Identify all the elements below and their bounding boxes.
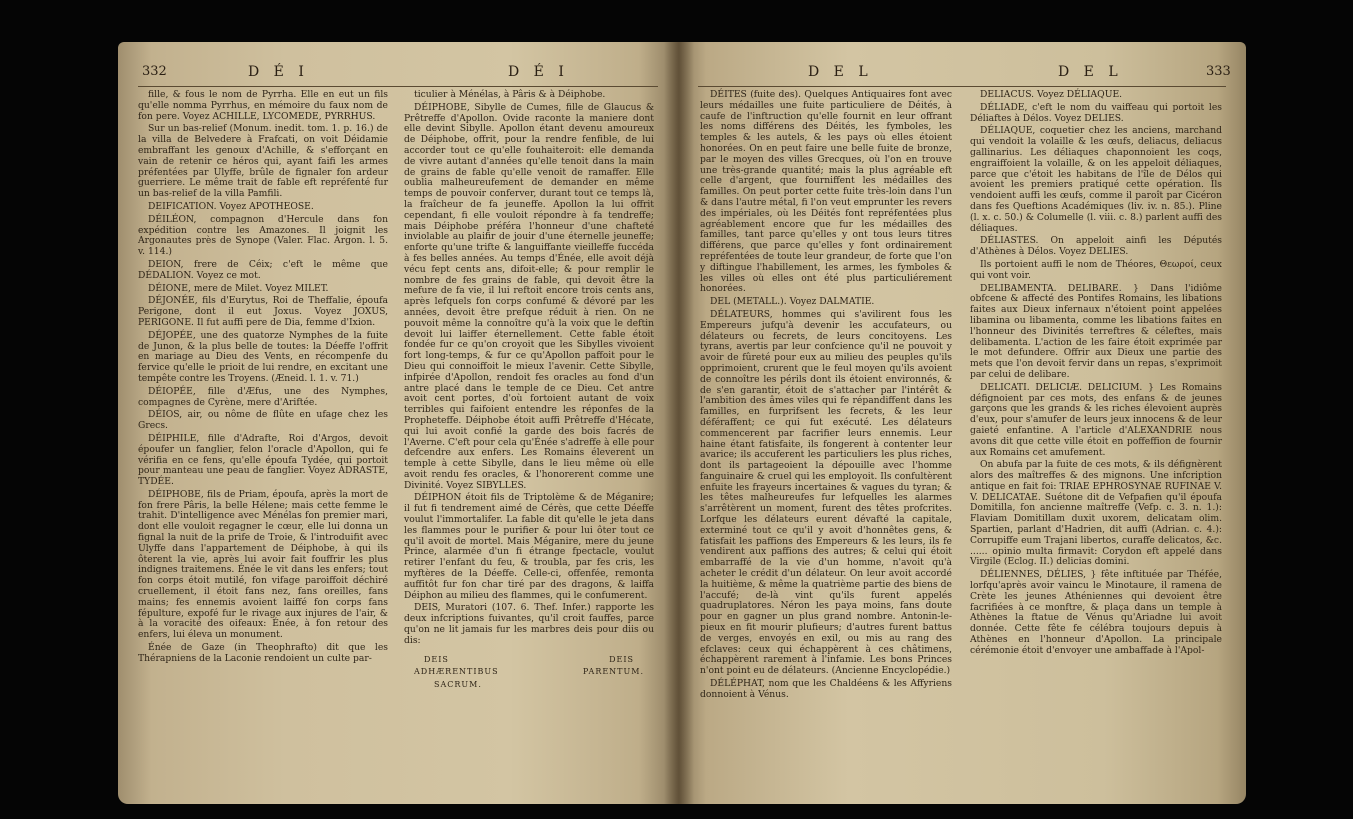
right-col2-paragraph: DELIACUS. Voyez DÉLIAQUE. <box>980 89 1123 100</box>
inscription-deis-left: DEIS <box>424 654 449 664</box>
right-col2-paragraph: DELICATI. DELICIÆ. DELICIUM. } Les Romains défignoient par ces mots, des enfans & de jeunes garçons que les grands & les riches élevoient auprès d'eux, pour s'amufer de leurs jeux innocens & de leur gaieté enfantine. A l'article d'ALEXANDRIE nous avons dit que cette ville étoit en poffeffion de fournir aux Romains cet amufement. <box>970 381 1222 458</box>
left-column-2-text <box>404 90 654 647</box>
left-col1-paragraph: DÉIOPÉE, fille d'Æfus, une des Nymphes, compagnes de Cyrène, mere d'Ariftée. <box>138 385 388 408</box>
right-col2-paragraph: DÉLIENNES, DÉLIES, } fête inftituée par Théfée, lorfqu'après avoir vaincu le Minotaure, il ramena de Crète les jeunes Athéniennes qui devoient être facrifiées à ce monftre, & plaça dans un temple à Athènes la ftatue de Vénus qu'Ariadne lui avoit donnée. Cette fête fe célébra toujours depuis à Athènes en l'honneur d'Apollon. La principale cérémonie étoit d'envoyer une ambaffade à l'Apol- <box>970 569 1222 656</box>
left-page-number: 332 <box>142 64 167 79</box>
right-running-head-2: D E L <box>1058 64 1123 80</box>
right-col2-paragraph: DÉLIAQUE, coquetier chez les anciens, marchand qui vendoit la volaille & les œufs, deliacus, deliacus gallinarius. Les déliaques chaponnoient les coqs, engraiffoient la volaille, & on les appeloit déliaques, parce que c'étoit les habitans de l'île de Délos qui avoient les premiers pratiqué cette opération. Ils vendoient auffi les œufs, comme il paroît par Cicéron dans fes Queftions Académiques (liv. iv. n. 85.). Pline (l. x. c. 50.) & Columelle (l. viii. c. 8.) parlent auffi des déliaques. <box>970 125 1222 234</box>
left-running-head-2: D É I <box>508 64 569 80</box>
left-column-1 <box>138 90 388 667</box>
left-col1-paragraph: Sur un bas-relief (Monum. inedit. tom. 1. p. 16.) de la villa de Belvedere à Frafcati, on voit Déidamie embraffant les genoux d'Achille, & s'efforçant en vain de retenir ce héros qui, ayant faifi les armes préfentées par Ulyffe, brûle de fignaler fon ardeur guerriere. Le même trait de fable eft repréfenté fur un bas-relief de la villa Pamfili. <box>138 123 388 200</box>
left-col1-paragraph: DÉILÉON, compagnon d'Hercule dans fon expédition contre les Amazones. Il joignit les Argonautes près de Synope (Valer. Flac. Argon. l. 5. v. 114.) <box>138 213 388 258</box>
left-col1-paragraph: DÉIPHILE, fille d'Adrafte, Roi d'Argos, devoit époufer un fanglier, felon l'oracle d'Apollon, qui fe vérifia en ce fens, qu'elle époufa Tydée, qui portoit pour manteau une peau de fanglier. Voyez ADRASTE, TYDÉE. <box>138 432 388 488</box>
right-col2-paragraph: On abufa par la fuite de ces mots, & ils défignèrent alors des maîtreffes & des mignons. Une infcription antique en fait foi: TRIAE EPHROSYNAE RUFINAE V. V. DELICATAE. Suétone dit de Vefpafien qu'il époufa Domitilla, fon ancienne maîtreffe (Vefp. c. 3. n. 1.): Flaviam Domitillam duxit uxorem, delicatam olim. Spartien, parlant d'Hadrien, dit auffi (Adrian. c. 4.): Corrupiffe eum Trajani libertos, curaffe delicatos, &c. ...... opinio multa firmavit: Corydon eft appelé dans Virgile (Eclog. II.) delicias domini. <box>970 459 1222 568</box>
left-col2-paragraph: DÉIPHOBE, Sibylle de Cumes, fille de Glaucus & Prêtreffe d'Apollon. Ovide raconte la maniere dont elle devint Sibylle. Apollon étant devenu amoureux de Déiphobe, offrit, pour la rendre fenfible, de lui accorder tout ce qu'elle fouhaiteroit: elle demanda de vivre autant d'années qu'elle tenoit dans la main de grains de fable qu'elle venoit de ramaffer. Elle oublia malheureufement de demander en même temps de pouvoir conferver, durant tout ce temps là, la fraîcheur de fa jeuneffe. Apollon la lui offrit cependant, fi elle vouloit répondre à fa tendreffe; mais Déiphobe préféra l'honneur d'une chafteté inviolable au plaifir de jouir d'une éternelle jeuneffe; enforte qu'une trifte & languiffante vieilleffe fuccéda à fes belles années. Au temps d'Énée, elle avoit déjà vécu fept cents ans, difoit-elle; & pour remplir le nombre de fes grains de fable, qui devoit être la mefure de fa vie, il lui reftoit encore trois cents ans, après lefquels fon corps confumé & dévoré par les années, devoit être prefque réduit à rien. On ne pouvoit même la connoître qu'à la voix que le deftin devoit lui laiffer éternellement. Cette fable étoit fondée fur ce qu'on croyoit que les Sibylles vivoient fort long-temps, & fur ce qu'Apollon paffoit pour le Dieu qui connoiffoit le mieux l'avenir. Cette Sibylle, infpirée d'Apollon, rendoit fes oracles au fond d'un antre placé dans le temple de ce Dieu. Cet antre avoit cent portes, d'où fortoient autant de voix terribles qui faifoient entendre les réponfes de la Propheteffe. Déiphobe étoit auffi Prêtreffe d'Hécate, qui lui avoit confié la garde des bois facrés de l'Averne. C'eft pour cela qu'Énée s'adreffe à elle pour defcendre aux enfers. Les Romains éleverent un temple à cette Sibylle, dans le lieu même où elle avoit rendu fes oracles, & l'honorerent comme une Divinité. Voyez SIBYLLES. <box>404 101 654 491</box>
book-gutter <box>664 42 694 804</box>
inscription-row-2 <box>404 667 654 678</box>
inscription-adhaerentibus: ADHÆRENTIBUS <box>414 667 499 677</box>
right-running-head: D E L <box>808 64 873 80</box>
right-col1-paragraph: DÉLATEURS, hommes qui s'avilirent fous les Empereurs jufqu'à devenir les accufateurs, ou délateurs ou fecrets, de leurs concitoyens. Les tyrans, avertis par leur confcience qu'il ne pouvoit y avoir de fûreté pour eux au milieu des peuples qu'ils opprimoient, crurent que le feul moyen qu'ils avoient de connoître les périls dont ils étoient environnés, & de s'en garantir, étoit de s'attacher par l'intérêt & l'ambition des âmes viles qui fe répandiffent dans les familles, en furprifsent les fecrets, & les leur déféraffent; ce qui fut exécuté. Les délateurs commencerent par facrifier leurs ennemis. Leur haine étant fatisfaite, ils fongerent à contenter leur avarice; ils accuferent les particuliers les plus riches, dont ils partageoient la dépouille avec l'homme fanguinaire & cruel qui les employoit. Ils confultèrent enfuite les frayeurs incertaines & vagues du tyran; & les têtes malheureufes fur lefquelles les alarmes s'arrêtèrent un moment, furent des têtes profcrites. Lorfque les délateurs eurent dévafté la capitale, exterminé tout ce qu'il y avoit d'honnêtes gens, & fatisfait les paffions des Empereurs & les leurs, ils fe vendirent aux paffions des autres; & celui qui étoit embarraffé de la vie d'un homme, n'avoit qu'à acheter le crédit d'un délateur. On leur avoit accordé la huitième, & même la quatrième partie des biens de l'accufé; de-là vint qu'ils furent appelés quadruplatores. Néron les paya moins, fans doute pour en gagner un plus grand nombre. Antonin-le-pieux en fit mourir plufieurs; d'autres furent battus de verges, envoyés en exil, ou mis au rang des efclaves: ceux qui échappèrent à ces châtimens, échappèrent rarement à l'infamie. Les bons Princes n'ont point eu de délateurs. (Ancienne Encyclopédie.) <box>700 308 952 677</box>
right-column-2 <box>970 90 1222 659</box>
right-col2-paragraph: DELIBAMENTA. DELIBARE. } Dans l'idiôme obfcene & affecté des Pontifes Romains, les libations faites aux Dieux infernaux n'étoient point appelées libamina ou libamenta, comme les libations faites en l'honneur des Divinités terreftres & céleftes, mais delibamenta. L'action de les faire étoit exprimée par le mot defundere. Offrir aux Dieux une partie des mets que l'on devoit fervir dans un repas, s'exprimoit par celui de delibare. <box>970 282 1222 380</box>
right-col1-paragraph: DÉITES (fuite des). Quelques Antiquaires font avec leurs médailles une fuite particuliere de Déités, à caufe de l'inftruction qu'elle fournit en leur offrant les noms différens des Déités, les fymboles, les temples & les autels, & les pays où elles étoient honorées. On en peut faire une belle fuite de bronze, par le moyen des villes Grecques, où l'on en trouve une très-grande quantité; mais la plus agréable eft celle d'argent, que fourniffent les médailles des familles. On peut porter cette fuite très-loin dans l'un & dans l'autre métal, fi l'on veut emprunter les revers des impériales, où les Déités font repréfentées plus agréablement encore que fur les médailles des familles, tant parce qu'elles y ont tous leurs titres différens, que parce qu'elles y font ordinairement repréfentées de toute leur grandeur, de forte que l'on y diftingue l'habillement, les armes, les fymboles & les villes où elles ont été plus particuliérement honorées. <box>700 89 952 295</box>
left-col1-paragraph: DEION, frere de Céix; c'eft le même que DÉDALION. Voyez ce mot. <box>138 258 388 281</box>
left-col1-paragraph: DÉIONE, mere de Milet. Voyez MILET. <box>148 282 329 294</box>
left-col1-paragraph: DÉJOPÉE, une des quatorze Nymphes de la fuite de Junon, & la plus belle de toutes: la Déeffe l'offrit en mariage au Dieu des Vents, en récompenfe du fervice qu'elle le prioit de lui rendre, en excitant une tempête contre les Troyens. (Æneid. l. 1. v. 71.) <box>138 329 388 384</box>
header-rule <box>138 86 658 87</box>
inscription-row-1 <box>404 655 654 666</box>
left-column-2 <box>404 90 654 693</box>
inscription-sacrum: SACRUM. <box>434 680 482 690</box>
left-col2-paragraph: DÉIPHON étoit fils de Triptolème & de Méganire; il fut fi tendrement aimé de Cérès, que cette Déeffe voulut l'immortalifer. La fable dit qu'elle le jeta dans les flammes pour le purifier & pour lui ôter tout ce qu'il avoit de mortel. Mais Méganire, mere du jeune Prince, alarmée d'un fi étrange fpectacle, voulut retirer l'enfant du feu, & troubla, par fes cris, les myftères de la Déeffe. Celle-ci, offenfée, remonta auffitôt fur fon char tiré par des dragons, & laiffa Déiphon au milieu des flammes, qui le confumerent. <box>404 492 654 601</box>
left-col1-paragraph: DÉJONÉE, fils d'Eurytus, Roi de Theffalie, époufa Perigone, dont il eut Joxus. Voyez JOXUS, PERIGONE. Il fut auffi pere de Dia, femme d'Ixion. <box>138 295 388 328</box>
left-col2-paragraph: DEIS, Muratori (107. 6. Thef. Infer.) rapporte les deux infcriptions fuivantes, qu'il croit fauffes, parce qu'on ne lit jamais fur les marbres deis pour diis ou dis: <box>404 602 654 646</box>
right-col2-paragraph: DÉLIADE, c'eft le nom du vaiffeau qui portoit les Déliaftes à Délos. Voyez DELIES. <box>970 101 1222 124</box>
left-col1-paragraph: fille, & fous le nom de Pyrrha. Elle en eut un fils qu'elle nomma Pyrrhus, en mémoire du faux nom de fon pere. Voyez ACHILLE, LYCOMEDE, PYRRHUS. <box>138 89 388 122</box>
left-page <box>118 42 678 804</box>
header-rule-right <box>698 86 1226 87</box>
right-page-number: 333 <box>1206 64 1231 79</box>
left-running-head: D É I <box>248 64 309 80</box>
left-col1-paragraph: DÉIOS, air, ou nôme de flûte en ufage chez les Grecs. <box>138 409 388 432</box>
inscription-parentum: PARENTUM. <box>582 667 644 677</box>
right-col1-paragraph: DÉLÉPHAT, nom que les Chaldéens & les Affyriens donnoient à Vénus. <box>700 678 952 700</box>
inscription-deis-right: DEIS <box>609 654 634 664</box>
right-col2-paragraph: Ils portoient auffi le nom de Théores, Θεωροί, ceux qui vont voir. <box>970 258 1222 281</box>
right-page <box>678 42 1246 804</box>
right-col2-paragraph: DÉLIASTES. On appeloit ainfi les Députés d'Athènes à Délos. Voyez DELIES. <box>970 235 1222 258</box>
right-column-1 <box>700 90 952 703</box>
left-col1-paragraph: DEIFICATION. Voyez APOTHEOSE. <box>148 200 314 212</box>
right-col1-paragraph: DEL (METALL.). Voyez DALMATIE. <box>710 296 875 308</box>
left-col2-paragraph: ticulier à Ménélas, à Pâris & à Déiphobe. <box>414 89 606 100</box>
left-col1-paragraph: Énée de Gaze (in Theophrafto) dit que les Thérapniens de la Laconie rendoient un culte par- <box>138 642 388 664</box>
left-col1-paragraph: DÉIPHOBE, fils de Priam, époufa, après la mort de fon frere Pâris, la belle Hélene; mais cette femme le trahit. D'intelligence avec Ménélas fon premier mari, dont elle vouloit regagner le cœur, elle lui donna un fignal la nuit de la prife de Troie, & l'introduifit avec Ulyffe dans l'appartement de Déiphobe, à qui ils ôterent la vie, après lui avoir fait fouffrir les plus indignes traitemens. Énée le vit dans les enfers; tout fon corps étoit mutilé, fon vifage paroiffoit déchiré cruellement, il étoit fans nez, fans oreilles, fans mains; fes ennemis avoient laiffé fon corps fans fépulture, expofé fur le rivage aux injures de l'air, & à la voracité des oifeaux: Énée, à fon retour des enfers, lui éleva un monument. <box>138 488 388 641</box>
